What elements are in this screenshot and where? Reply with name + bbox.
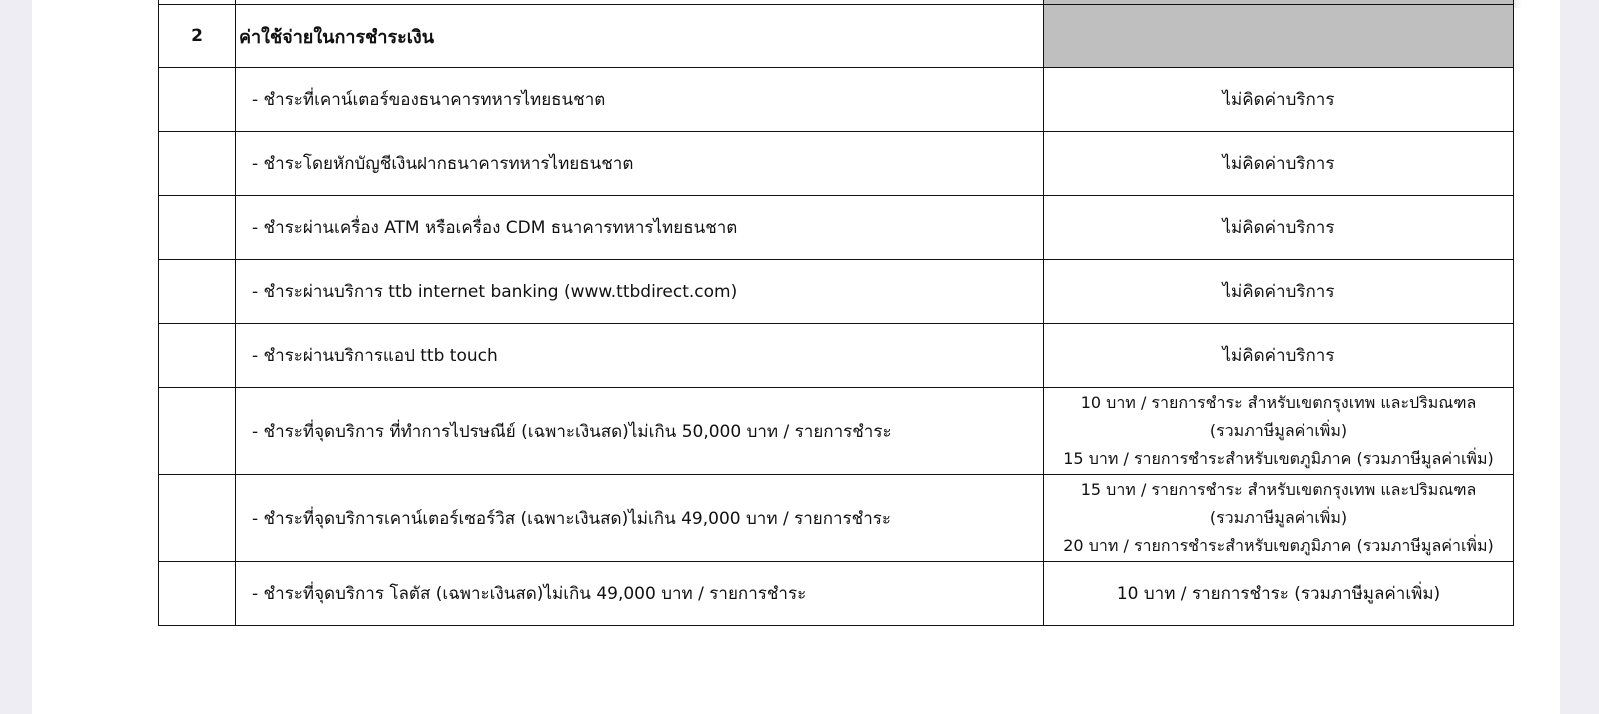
section-title: ค่าใช้จ่ายในการชำระเงิน: [236, 5, 1044, 68]
fee-line: 20 บาท / รายการชำระสำหรับเขตภูมิภาค (รวมภาษีมูลค่าเพิ่ม): [1063, 536, 1494, 555]
table-row: [159, 388, 1514, 475]
fee-line: 15 บาท / รายการชำระสำหรับเขตภูมิภาค (รวมภาษีมูลค่าเพิ่ม): [1063, 449, 1494, 468]
section-fee-cell-shaded: [1044, 5, 1514, 68]
section-number: 2: [159, 5, 236, 68]
payment-fee-table: [158, 0, 1514, 626]
fee-line: 15 บาท / รายการชำระ สำหรับเขตกรุงเทพ และปริมณฑล: [1080, 480, 1477, 499]
payment-method-label: - ชำระผ่านเครื่อง ATM หรือเครื่อง CDM ธนาคารทหารไทยธนชาต: [236, 196, 1044, 260]
fee-value: [1044, 388, 1514, 475]
table-row: [159, 562, 1514, 626]
table-row: [159, 324, 1514, 388]
fee-value: 10 บาท / รายการชำระ (รวมภาษีมูลค่าเพิ่ม): [1044, 562, 1514, 626]
fee-line: (รวมภาษีมูลค่าเพิ่ม): [1209, 421, 1348, 440]
fee-line: 10 บาท / รายการชำระ สำหรับเขตกรุงเทพ และปริมณฑล: [1080, 393, 1477, 412]
fee-value: ไม่คิดค่าบริการ: [1044, 196, 1514, 260]
payment-method-label: - ชำระที่จุดบริการเคาน์เตอร์เซอร์วิส (เฉพาะเงินสด)ไม่เกิน 49,000 บาท / รายการชำระ: [236, 475, 1044, 562]
payment-method-label: - ชำระผ่านบริการแอป ttb touch: [236, 324, 1044, 388]
payment-method-label: - ชำระที่จุดบริการ โลตัส (เฉพาะเงินสด)ไม่เกิน 49,000 บาท / รายการชำระ: [236, 562, 1044, 626]
fee-line: (รวมภาษีมูลค่าเพิ่ม): [1209, 508, 1348, 527]
table-row: [159, 475, 1514, 562]
fee-value: [1044, 475, 1514, 562]
document-page: [32, 0, 1560, 714]
fee-value: ไม่คิดค่าบริการ: [1044, 324, 1514, 388]
payment-method-label: - ชำระผ่านบริการ ttb internet banking (www.ttbdirect.com): [236, 260, 1044, 324]
payment-method-label: - ชำระที่จุดบริการ ที่ทำการไปรษณีย์ (เฉพาะเงินสด)ไม่เกิน 50,000 บาท / รายการชำระ: [236, 388, 1044, 475]
table-row: [159, 260, 1514, 324]
fee-value: ไม่คิดค่าบริการ: [1044, 260, 1514, 324]
fee-value: ไม่คิดค่าบริการ: [1044, 68, 1514, 132]
payment-method-label: - ชำระโดยหักบัญชีเงินฝากธนาคารทหารไทยธนชาต: [236, 132, 1044, 196]
payment-method-label: - ชำระที่เคาน์เตอร์ของธนาคารทหารไทยธนชาต: [236, 68, 1044, 132]
section-header-row: [159, 5, 1514, 68]
table-row: [159, 132, 1514, 196]
table-row: [159, 68, 1514, 132]
fee-value: ไม่คิดค่าบริการ: [1044, 132, 1514, 196]
table-row: [159, 196, 1514, 260]
